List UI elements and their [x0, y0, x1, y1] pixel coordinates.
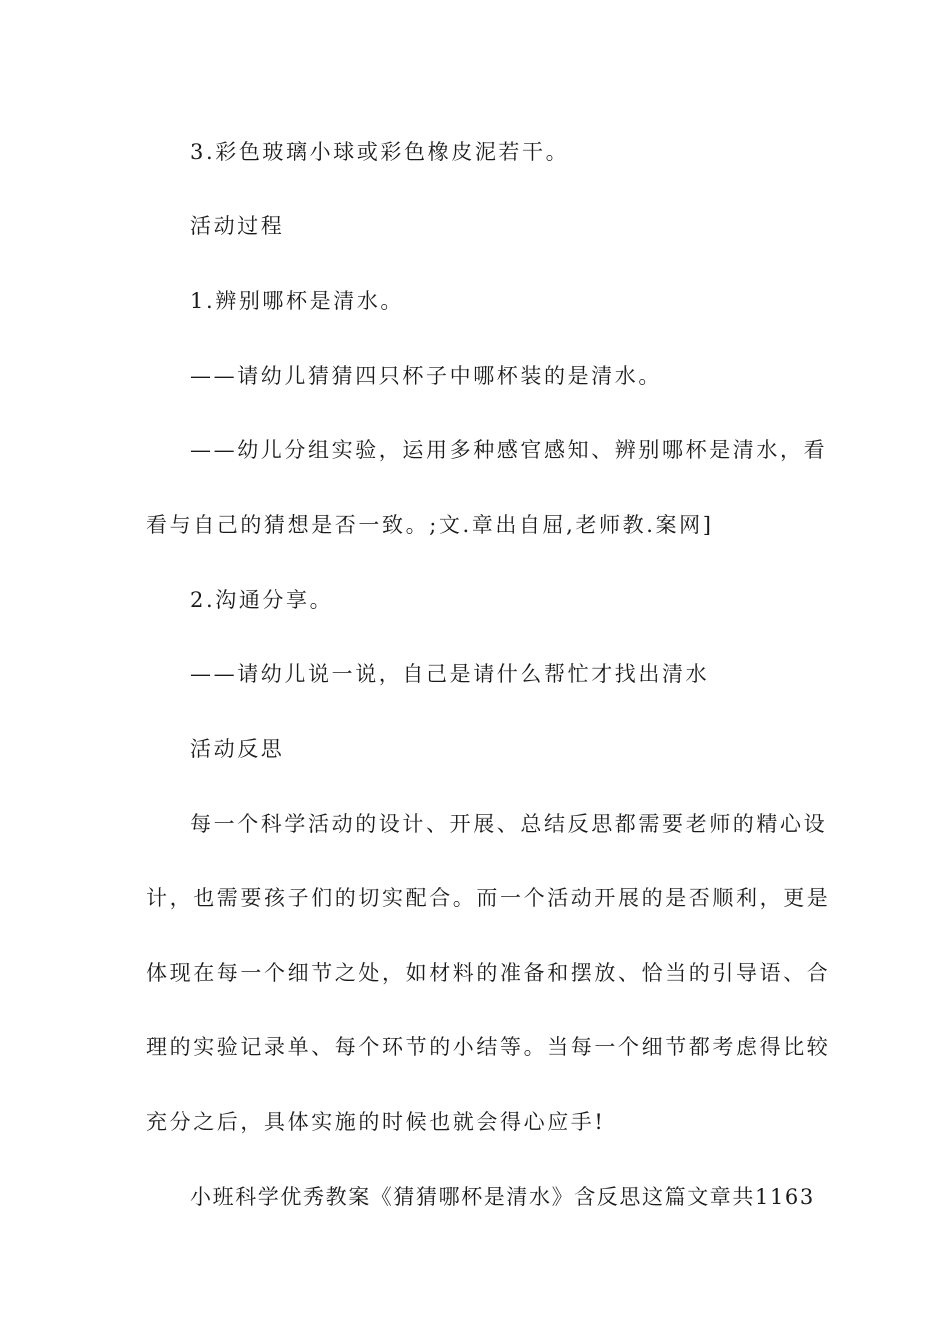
step-1-point-2-line-2: 看与自己的猜想是否一致。;文.章出自屈,老师教.案网]: [146, 513, 714, 537]
reflection-paragraph-line-1: 每一个科学活动的设计、开展、总结反思都需要老师的精心设: [190, 812, 828, 836]
step-1-point-2-line-1: ——幼儿分组实验，运用多种感官感知、辨别哪杯是清水，看: [190, 438, 828, 462]
step-heading-1: 1.辨别哪杯是清水。: [190, 289, 405, 313]
reflection-paragraph-line-3: 体现在每一个细节之处，如材料的准备和摆放、恰当的引导语、合: [146, 961, 831, 985]
section-heading-reflection: 活动反思: [190, 737, 285, 761]
reflection-paragraph-line-4: 理的实验记录单、每个环节的小结等。当每一个细节都考虑得比较: [146, 1035, 831, 1059]
section-heading-activity-process: 活动过程: [190, 214, 285, 238]
step-1-point-1: ——请幼儿猜猜四只杯子中哪杯装的是清水。: [190, 364, 662, 388]
reflection-paragraph-line-2: 计，也需要孩子们的切实配合。而一个活动开展的是否顺利，更是: [146, 886, 831, 910]
article-footer-note: 小班科学优秀教案《猜猜哪杯是清水》含反思这篇文章共1163: [190, 1185, 815, 1209]
step-2-point-1: ——请幼儿说一说，自己是请什么帮忙才找出清水: [190, 662, 710, 686]
step-heading-2: 2.沟通分享。: [190, 588, 334, 612]
reflection-paragraph-line-5: 充分之后，具体实施的时候也就会得心应手!: [146, 1110, 606, 1134]
material-item-3: 3.彩色玻璃小球或彩色橡皮泥若干。: [190, 140, 570, 164]
